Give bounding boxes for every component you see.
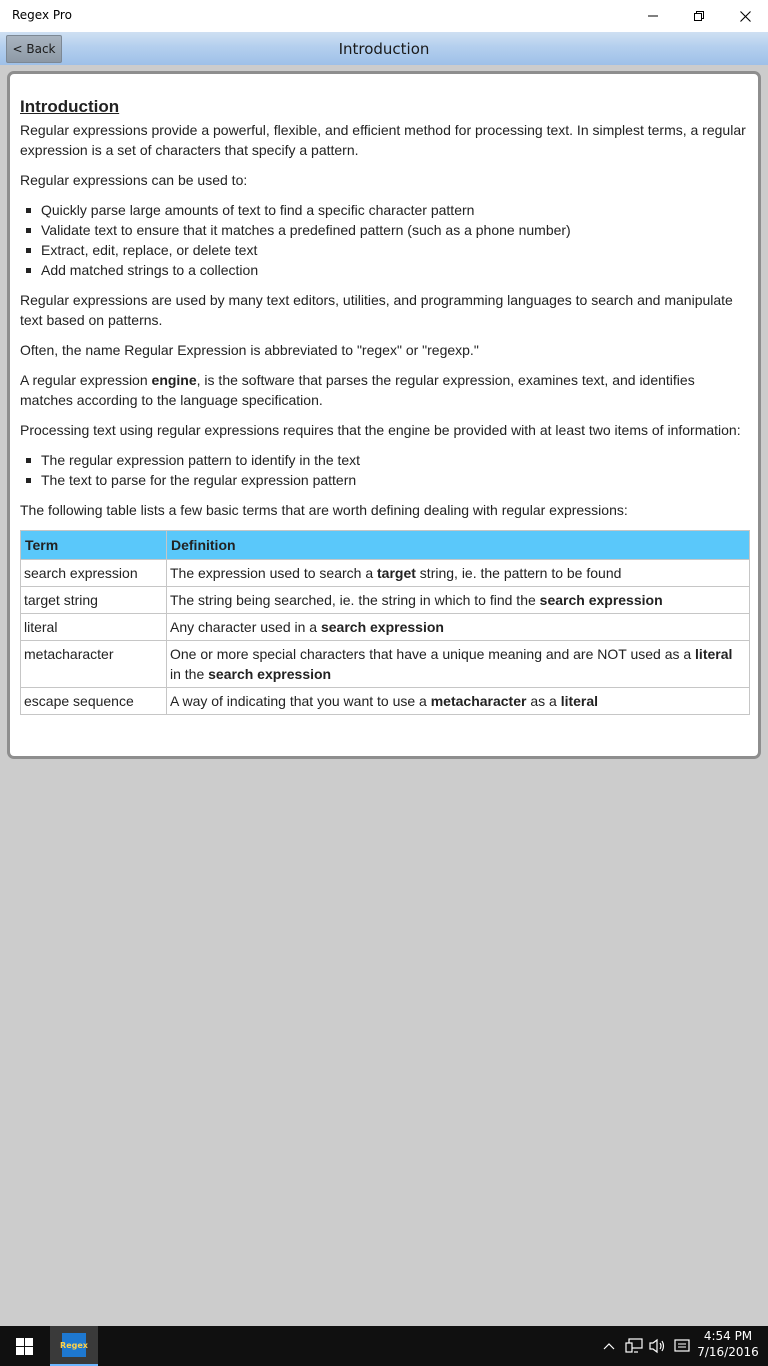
bold-term: search expression xyxy=(208,666,332,682)
text: A regular expression xyxy=(20,372,152,388)
action-center-button[interactable] xyxy=(670,1326,694,1366)
bold-term: engine xyxy=(151,372,197,388)
requirements-list xyxy=(20,450,751,490)
list-item: The text to parse for the regular expression pattern xyxy=(20,470,751,490)
bold-term: search expression xyxy=(320,619,444,635)
text: , is the software that parses the regular expression, examines text, and identifies matches according to the language specification. xyxy=(20,372,695,408)
paragraph xyxy=(20,370,751,410)
table-row xyxy=(21,587,750,614)
list-item: Extract, edit, replace, or delete text xyxy=(20,240,751,260)
show-hidden-icons-button[interactable] xyxy=(598,1326,620,1366)
text: One or more special characters that have a unique meaning and are NOT used as a xyxy=(170,646,696,662)
column-header-definition: Definition xyxy=(167,531,750,560)
page-title: Introduction xyxy=(338,40,430,58)
column-header-term: Term xyxy=(21,531,167,560)
text: string, ie. the pattern to be found xyxy=(415,565,622,581)
table-row xyxy=(21,614,750,641)
taskbar xyxy=(0,1326,768,1366)
bold-term: literal xyxy=(560,693,599,709)
terms-table xyxy=(20,530,750,715)
paragraph: Regular expressions can be used to: xyxy=(20,172,248,188)
text: The string being searched, ie. the string in which to find the xyxy=(170,592,540,608)
action-center-icon xyxy=(674,1338,690,1354)
windows-logo-icon xyxy=(16,1338,33,1355)
definition-cell xyxy=(167,614,750,641)
bold-term: search expression xyxy=(539,592,663,608)
paragraph: The following table lists a few basic terms that are worth defining dealing with regular expressions: xyxy=(20,502,628,518)
paragraph: Processing text using regular expressions requires that the engine be provided with at least two items of information: xyxy=(20,422,741,438)
volume-icon xyxy=(649,1338,667,1354)
paragraph: Regular expressions provide a powerful, flexible, and efficient method for processing text. In simplest terms, a regular expression is a set of characters that specify a pattern. xyxy=(20,122,746,158)
paragraph: Often, the name Regular Expression is abbreviated to "regex" or "regexp." xyxy=(20,342,479,358)
term-cell: metacharacter xyxy=(21,641,167,688)
text: in the xyxy=(170,666,209,682)
list-item: Add matched strings to a collection xyxy=(20,260,751,280)
term-cell: escape sequence xyxy=(21,688,167,715)
uses-list xyxy=(20,200,751,280)
table-header-row xyxy=(21,531,750,560)
window-titlebar xyxy=(0,0,768,32)
term-cell: literal xyxy=(21,614,167,641)
list-item: Validate text to ensure that it matches a predefined pattern (such as a phone number) xyxy=(20,220,751,240)
network-button[interactable] xyxy=(622,1326,646,1366)
content-card xyxy=(7,71,761,759)
table-row xyxy=(21,641,750,688)
network-icon xyxy=(625,1338,643,1354)
bold-term: target xyxy=(377,565,416,581)
volume-button[interactable] xyxy=(646,1326,670,1366)
page-header xyxy=(0,32,768,65)
restore-icon xyxy=(694,11,704,21)
minimize-button[interactable] xyxy=(630,0,676,32)
article xyxy=(20,96,751,715)
list-item: The regular expression pattern to identify in the text xyxy=(20,450,751,470)
bold-term: literal xyxy=(695,646,733,662)
start-button[interactable] xyxy=(0,1326,48,1366)
text: The expression used to search a xyxy=(170,565,378,581)
definition-cell xyxy=(167,641,750,688)
back-button[interactable]: < Back xyxy=(6,35,62,63)
table-row xyxy=(21,560,750,587)
regex-app-icon: Regex xyxy=(62,1333,86,1357)
taskbar-app-regex-pro[interactable] xyxy=(50,1326,98,1366)
definition-cell xyxy=(167,560,750,587)
table-row xyxy=(21,688,750,715)
definition-cell xyxy=(167,688,750,715)
term-cell: target string xyxy=(21,587,167,614)
bold-term: metacharacter xyxy=(430,693,527,709)
restore-button[interactable] xyxy=(676,0,722,32)
text: A way of indicating that you want to use a xyxy=(170,693,431,709)
table-body xyxy=(21,560,750,715)
taskbar-clock[interactable] xyxy=(694,1328,762,1360)
definition-cell xyxy=(167,587,750,614)
text: Any character used in a xyxy=(170,619,321,635)
close-button[interactable] xyxy=(722,0,768,32)
text: as a xyxy=(526,693,561,709)
clock-date: 7/16/2016 xyxy=(697,1345,759,1359)
term-cell: search expression xyxy=(21,560,167,587)
minimize-icon xyxy=(648,11,658,21)
list-item: Quickly parse large amounts of text to find a specific character pattern xyxy=(20,200,751,220)
clock-time: 4:54 PM xyxy=(703,1329,753,1343)
article-heading: Introduction xyxy=(20,97,120,116)
close-icon xyxy=(740,11,751,22)
chevron-up-icon xyxy=(603,1342,615,1350)
paragraph: Regular expressions are used by many text editors, utilities, and programming languages to search and manipulate text based on patterns. xyxy=(20,292,733,328)
app-title: Regex Pro xyxy=(12,8,72,22)
